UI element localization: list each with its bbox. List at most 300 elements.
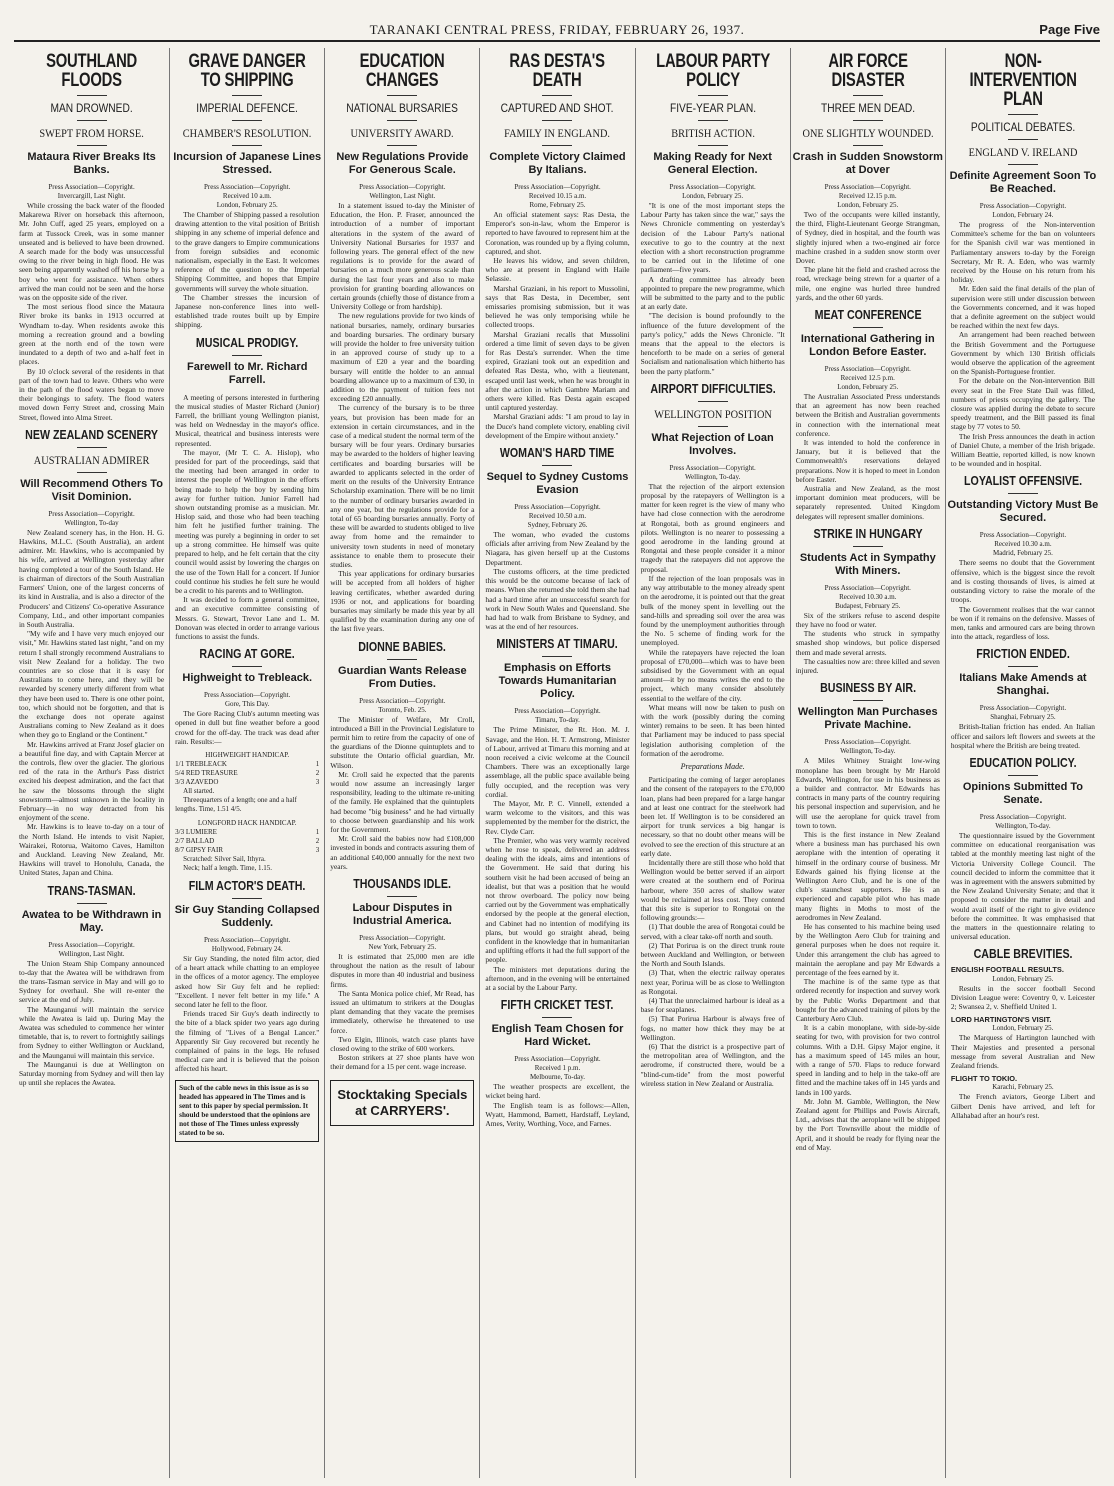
article-paragraph: A drafting committee has already been appointed to prepare the new programme, which will be submitted to the party and to the public at an early date.	[640, 274, 785, 312]
article-dateline: Press Association—Copyright.	[359, 934, 446, 942]
brevity-text: The French aviators, George Libert and Gilbert Denis have arrived, and left for Allahabad after an hour's rest.	[950, 1092, 1095, 1120]
headline-rule	[1008, 775, 1038, 776]
article-subhead: NATIONAL BURSARIES	[346, 101, 459, 115]
article	[173, 51, 322, 330]
article-headline: NEW ZEALAND SCENERY	[25, 426, 158, 442]
article	[947, 473, 1099, 642]
race-place: 1	[315, 827, 320, 836]
headline-rule	[542, 1017, 572, 1018]
headline-rule	[77, 903, 107, 904]
article-paragraph: Mr. Croll said he expected that the parents would now assume an increasingly larger responsibility, leading to the ultimate re-uniting of the family. He explained that the quintuplets had become "big business" and he had virtually to choose between guardianship and his work for the Government.	[330, 769, 475, 834]
article-paragraph: He leaves his widow, and seven children, who are at present in England with Haile Selassie.	[485, 256, 630, 284]
race-note: All started.	[183, 786, 215, 795]
article-paragraph: (2) That Porirua is on the direct trunk route between Auckland and Wellington, or between the North and South Islands.	[640, 940, 785, 969]
article-subhead: ENGLAND V. IRELAND	[968, 145, 1078, 159]
headline-rule	[387, 896, 417, 897]
article-paragraph: Two Elgin, Illinois, watch case plants have closed owing to the strike of 600 workers.	[330, 1034, 475, 1054]
article-headline: AIR FORCE DISASTER	[828, 51, 908, 91]
article-dateline: Wellington, To-day.	[840, 747, 896, 756]
article-subhead: Farewell to Mr. Richard Farrell.	[187, 360, 308, 386]
article-paragraph: The ministers met deputations during the afternoon, and in the evening will be entertained at a social by the Labour Party.	[485, 964, 630, 992]
article	[175, 336, 319, 641]
article-dateline: Press Association—Copyright.	[48, 940, 135, 949]
article-headline: STRIKE IN HUNGARY	[813, 525, 923, 541]
race-title: HIGHWEIGHT HANDICAP.	[205, 750, 290, 759]
article-dateline: Press Association—Copyright.	[669, 183, 756, 191]
article-subhead: Students Act in Sympathy With Miners.	[799, 551, 936, 577]
article-paragraph: The progress of the Non-intervention Committee's scheme for the ban on volunteers for the Spanish civil war was mentioned in Parliamentary answers to-day by the Foreign Secretary, Mr R. A. Eden, who was warmly received by the House on his return from his holiday.	[950, 220, 1095, 285]
article-headline: WOMAN'S HARD TIME	[500, 445, 615, 461]
article	[19, 52, 164, 422]
article-subhead: Emphasis on Efforts Towards Humanitarian Policy.	[498, 662, 617, 701]
article	[641, 382, 785, 1088]
article-paragraph: The questionnaire issued by the Government committee on educational reorganisation was tabled at the monthly meeting last night of the Victoria University College Council. The council decided to inform the committee that it was in agreement with the answers submitted by the New Zealand University Senate; and that it proposed to consider the matter in detail and would avail itself of the right to give evidence before the committee. It was emphasised that the matters in the questionnaire relating to universal education.	[950, 830, 1095, 942]
race-row	[175, 760, 319, 769]
article-headline: THOUSANDS IDLE.	[353, 876, 452, 891]
column-1	[14, 48, 169, 1478]
headline-rule	[542, 656, 572, 657]
article-paragraph: The weather prospects are excellent, the wicket being hard.	[485, 1082, 630, 1101]
headline-rule	[387, 120, 417, 121]
article-paragraph: The woman, who evaded the customs officials after arriving from New Zealand by the Niagara, has given herself up at the Customs Department.	[485, 530, 630, 567]
article-dateline: Press Association—Copyright.	[48, 509, 135, 518]
article-dateline: Sydney, February 26.	[527, 521, 588, 530]
article-paragraph: (4) That the unreclaimed harbour is ideal as a base for seaplanes.	[640, 996, 785, 1015]
article-paragraph: "It is one of the most important steps the Labour Party has taken since the war," says the News Chronicle commenting on yesterday's decision of the Labour Party's national executive to go to the country at the next election with a short reconstruction programme to be carried out in the lifetime of one parliament—five years.	[640, 201, 785, 275]
article-headline: MEAT CONFERENCE	[814, 307, 922, 323]
article-paragraph: The Australian Associated Press understands that an agreement has now been reached between the British and Australian governments in connection with the international meat conference.	[795, 392, 940, 438]
article-paragraph: The Chamber of Shipping passed a resolution drawing attention to the vital position of British shipping in any scheme of imperial defence and to the grave dangers to Empire communications from foreign subsidies and economic nationalism, especially in the East. It welcomes reference of the question to the Imperial Shipping Committee, and hopes that Empire governments will survey the whole situation.	[175, 210, 320, 293]
article-headline: BUSINESS BY AIR.	[819, 680, 916, 696]
article-dateline: Press Association—Copyright.	[824, 183, 911, 191]
article-subhead: ONE SLIGHTLY WOUNDED.	[802, 126, 934, 140]
times-notice: Such of the cable news in this issue as is so headed has appeared in The Times and is sent to this paper by special permission. It should be understood that the opinions are not those of The Times unless expressly stated to be so.	[175, 1080, 319, 1142]
article-paragraph: (5) That Porirua Harbour is always free of fogs, no matter how thick they may be at Wellington.	[640, 1014, 785, 1042]
headline-rule	[77, 447, 107, 448]
race-place: 2	[315, 836, 320, 845]
race-row	[175, 837, 319, 846]
article-paragraph: The Mayor, Mr. P. C. Vinnell, extended a warm welcome to the visitors, and this was supplemented by the member for the district, the Rev. Clyde Carr.	[485, 798, 630, 836]
race-note: Threequarters of a length; one and a half lengths. Time, 1.51 4/5.	[175, 795, 297, 813]
column-2	[169, 48, 324, 1478]
article	[796, 308, 940, 521]
article-subhead: Making Ready for Next General Election.	[653, 151, 772, 176]
headline-rule	[542, 120, 572, 121]
headline-rule	[698, 120, 728, 121]
headline-rule	[232, 898, 262, 899]
article-paragraph: Mr. Eden said the final details of the plan of supervision were still under discussion between the Governments concerned, and it was hoped that a definite agreement on the subject would be reached within the next few days.	[950, 284, 1095, 331]
article-subhead: MAN DROWNED.	[50, 101, 133, 115]
article-paragraph: An arrangement had been reached between the British Government and the Portuguese Government by which 130 British officials would observe the application of the agreement on the Spanish-Portuguese frontier.	[950, 330, 1095, 377]
article-subhead: CHAMBER'S RESOLUTION.	[182, 126, 312, 140]
article	[19, 884, 164, 1088]
race-horse: 2/7 BALLAD	[175, 836, 215, 845]
headline-rule	[698, 95, 728, 96]
article-dateline: Shanghai, February 25.	[990, 713, 1056, 722]
race-row	[175, 846, 319, 855]
article-subhead: SWEPT FROM HORSE.	[39, 126, 144, 140]
article-headline: LOYALIST OFFENSIVE.	[963, 473, 1082, 489]
brevity-text: The Marquess of Hartington launched with Their Majesties and presented a personal message from several Australian and New Zealand friends.	[950, 1033, 1095, 1070]
race-row	[175, 769, 319, 778]
race-note: Scratched: Silver Sail, Ithyra.	[183, 854, 266, 863]
column-3	[324, 48, 479, 1478]
article-dateline: Received 10.15 a.m.	[528, 192, 587, 200]
article-paragraph: (1) That double the area of Rongotai could be served, with a clear take-off north and south.	[640, 922, 785, 941]
article-paragraph: By 10 o'clock several of the residents in that part of the town had to leave. Others who were in the path of the flood waters began to move their belongings to safety. The flood waters moved down Ferry Street and, crossing Main Street, flowed into Alma Street.	[19, 366, 165, 422]
article-dateline: Press Association—Copyright.	[824, 583, 911, 592]
article-dateline: Received 12.5 p.m.	[840, 374, 895, 383]
article	[796, 527, 940, 675]
headline-rule	[1008, 164, 1038, 165]
section-caption: Preparations Made.	[680, 761, 745, 771]
article-subhead: New Regulations Provide For Generous Scale.	[336, 151, 469, 176]
article-paragraph: It is a cabin monoplane, with side-by-side seating for two, with provision for two control columns. With a D.H. Gipsy Major engine, it has a maximum speed of 145 miles an hour, with a range of 570. Flaps to reduce forward speed in landing and to help in the take-off are fitted and the machine takes off in 145 yards and lands in 100 yards.	[795, 1023, 940, 1097]
article-paragraph: The Premier, who was very warmly received when he rose to speak, delivered an address dealing with the ideals, aims and intentions of the Government. He said that during his southern visit he had been accused of being an idealist, but that was a position that he would not throw overboard. The policy now being carried out by the Government was emphatically endorsed by the people at the general election, and Cabinet had no intention of modifying its plans, but would go straight ahead, being confident in the knowledge that in humanitarian and uplifting efforts it had the full support of the people.	[485, 835, 630, 965]
article-subhead: UNIVERSITY AWARD.	[350, 126, 454, 140]
article-dateline: London, February 24.	[992, 211, 1054, 219]
article-paragraph: "My wife and I have very much enjoyed our visit," Mr. Hawkins stated last night, "and on my return I shall strongly recommend Australians to visit New Zealand for a holiday. The two countries are so close that it is easy for Australians to come here, and they will be rewarded by scenery utterly different from what they have been used to. There is one other point, too, which should not be forgotten, and that is the exchange does not operate against Australians coming to New Zealand as it does when they go to England or the Continent."	[19, 629, 165, 740]
article-subhead: Crash in Sudden Snowstorm at Dover	[792, 151, 943, 176]
article-dateline: Received 10.30 a.m.	[839, 592, 897, 601]
article-paragraph: Sir Guy Standing, the noted film actor, died of a heart attack while chatting to an employee in the offices of a motor agency. The employee asked how Sir Guy felt and he replied: "Excellent. I never felt better in my life." A second later he fell to the floor.	[175, 953, 320, 1009]
article-subhead: Opinions Submitted To Senate.	[962, 780, 1083, 806]
article	[330, 640, 474, 871]
race-note: Neck; half a length. Time, 1.15.	[183, 863, 272, 872]
article	[19, 428, 164, 878]
brevity-headline: FLIGHT TO TOKIO.	[950, 1074, 1018, 1084]
race-horse: 8/7 GIPSY FAIR	[175, 845, 223, 854]
article-dateline: Press Association—Copyright.	[979, 812, 1067, 821]
article-paragraph: Marshal Graziani, in his report to Mussolini, says that Ras Desta, in December, sent emissaries promising submission, but it was believed he was only temporising while he collected troops.	[485, 283, 630, 330]
article-paragraph: There seems no doubt that the Government offensive, which is the biggest since the revolt and is costing thousands of lives, is aimed at outstanding victory to raise the morale of the troops.	[950, 558, 1095, 605]
headline-rule	[232, 666, 262, 667]
article-dateline: Press Association—Copyright.	[824, 738, 911, 747]
article-paragraph: The students who struck in sympathy smashed shop windows, but police dispersed them and made several arrests.	[795, 629, 940, 657]
headline-rule	[232, 120, 262, 121]
article-paragraph: The Santa Monica police chief, Mr Read, has issued an ultimatum to strikers at the Douglas plant demanding that they vacate the premises immediately, otherwise he threatened to use force.	[330, 988, 475, 1035]
headline-rule	[698, 401, 728, 402]
article-subhead: Wellington Man Purchases Private Machine.	[797, 706, 938, 732]
article-headline: DIONNE BABIES.	[358, 638, 447, 654]
article-dateline: Press Association—Copyright.	[514, 1055, 601, 1064]
race-horse: 3/3 LUMIERE	[175, 827, 217, 836]
article-paragraph: Six of the strikers refuse to ascend despite they have no food or water.	[795, 610, 940, 630]
article-paragraph: Friends traced Sir Guy's death indirectly to the bite of a black spider two years ago during the filming of "Lives of a Bengal Lancer." Apparently Sir Guy recovered but recently he complained of pains in the legs. He refused medical care and it is believed that the poison affected his heart.	[175, 1009, 320, 1074]
headline-rule	[77, 120, 107, 121]
race-title: LONGFORD HACK HANDICAP.	[197, 818, 297, 827]
brevity-text: Results in the soccer football Second Division League were: Coventry 0, v. Leicester 2; Swansea 2, v. Sheffield United 1.	[950, 983, 1095, 1011]
article-dateline: Received 10 a.m.	[222, 192, 272, 200]
article-paragraph: Mr. Hawkins is to leave to-day on a tour of the North Island. He intends to visit Napier, Wairakei, Rotorua, Waitomo Caves, Hamilton and Auckland. Leaving New Zealand, Mr. Hawkins will travel to Honolulu, Canada, the United States, Japan and China.	[19, 822, 165, 878]
column-6	[790, 48, 945, 1478]
article-dateline: Wellington, Last Night.	[369, 192, 436, 200]
article-paragraph: The Union Steam Ship Company announced to-day that the Awatea will be withdrawn from the trans-Tasman service in May and will go to Sydney for overhaul. She will re-enter the service at the end of July.	[19, 958, 165, 1005]
article-paragraph: The customs officers, at the time predicted this would be the outcome because of lack of means. When she returned she told them she had had a hard time after an unsuccessful search for work in New South Wales and Queensland. She had had to walk from Brisbane to Sydney, and was at the end of her resources.	[485, 566, 630, 632]
headline-rule	[387, 659, 417, 660]
article-paragraph: Boston strikers at 27 shoe plants have won their demand for a 15 per cent. wage increase.	[330, 1053, 475, 1072]
article-subhead: Awatea to be Withdrawn in May.	[21, 908, 162, 934]
article-paragraph: Participating the coming of larger aeroplanes and the consent of the ratepayers to the £70,000 loan, plans had been prepared for a large hangar and at least one contract for the steelwork had been let. If Wellington is to be considered an airport for trunk services a big hangar is necessary, so that no doubt other means will be evolved to see the erection of this structure at an early date.	[640, 775, 785, 858]
article-paragraph: The Gore Racing Club's autumn meeting was opened in dull but fine weather before a good crowd for the off-day. The track was dead after rain. Results:—	[175, 709, 320, 746]
article-paragraph: British-Italian friction has ended. An Italian officer and sailors left flowers and sweets at the hospital where the British are being treated.	[950, 722, 1095, 750]
article-dateline: Press Association—Copyright.	[979, 202, 1067, 210]
article	[951, 647, 1095, 750]
race-horse: 5/4 RED TREASURE	[175, 768, 238, 777]
headline-rule	[232, 95, 262, 96]
race-place: 3	[315, 845, 320, 854]
article-subhead: AUSTRALIAN ADMIRER	[33, 452, 150, 467]
article-headline: LABOUR PARTY POLICY	[655, 51, 770, 91]
article-subhead: Sequel to Sydney Customs Evasion	[486, 471, 629, 497]
headline-rule	[77, 472, 107, 473]
article-subhead: Incursion of Japanese Lines Stressed.	[173, 151, 322, 176]
headline-rule	[1008, 114, 1038, 115]
brevity-headline: ENGLISH FOOTBALL RESULTS.	[950, 965, 1064, 975]
article-paragraph: (3) That, when the electric railway operates next year, Porirua will be as close to Wellington as Rongotai.	[640, 968, 785, 996]
article-paragraph: Australia and New Zealand, as the most important dominion meat producers, will be separately represented. United Kingdom delegates will represent smaller dominions.	[795, 484, 940, 521]
article	[792, 51, 943, 302]
column-5	[635, 48, 790, 1478]
race-place: 2	[315, 768, 320, 777]
article-paragraph: It was decided to form a general committee, and an executive committee consisting of Messrs. G. Stewart, Trevor Lane and L. M. Donovan was elected in order to arrange various functions to assist the funds.	[175, 595, 320, 641]
article-paragraph: He has consented to his machine being used by the Wellington Aero Club for training and general purposes when he does not require it. Under this arrangement the club has agreed to maintain the aeroplane and pay Mr Edwards a percentage of the fees earned by it.	[795, 921, 940, 977]
article-paragraph: The most serious flood since the Mataura River broke its banks in 1913 occurred at Wyndham to-day. When residents awoke this morning a recreation ground and a bowling green at the north end of the town were inundated to a depth of two and a-half feet in places.	[19, 302, 165, 367]
article-paragraph: (6) That the district is a prospective part of the metropolitan area of Wellington, and the aerodrome, if constructed there, would be a "blind-cum-tide" from the most powerful wireless station in New Zealand or Australia.	[640, 1042, 785, 1088]
headline-rule	[698, 145, 728, 146]
article-paragraph: Mr. Croll said the babies now had £108,000 invested in bonds and contracts assuring them of an additional £40,000 annually for the next two years.	[330, 834, 475, 871]
article-paragraph: This is the first instance in New Zealand where a business man has purchased his own aeroplane with the intention of operating it himself in the ordinary course of business. Mr Edwards gained his flying license at the Wellington Aero Club, and he is one of the club's staunchest supporters. He is an experienced and capable pilot who has made many flights in Moths to most of the aerodromes in New Zealand.	[795, 829, 940, 922]
article-dateline: Press Association—Copyright.	[824, 365, 911, 374]
article-dateline: Press Association—Copyright.	[979, 704, 1067, 713]
article-headline: FIFTH CRICKET TEST.	[501, 997, 614, 1013]
article-paragraph: While crossing the back water of the flooded Makarewa River on horseback this afternoon, Mr. John Cuff, aged 25 years, employed on a farm at Tussock Creek, was in some manner unseated and is believed to have been drowned. A search made for the body was unsuccessful owing to the river being in high flood. He was seen being apparently washed off his horse by a boy who went for assistance. When others arrived the man could not be seen and the horse was on the opposite side of the river.	[19, 201, 165, 303]
article	[175, 647, 319, 873]
article-dateline: Press Association—Copyright.	[979, 531, 1067, 540]
headline-rule	[232, 355, 262, 356]
article-dateline: Press Association—Copyright.	[359, 183, 446, 191]
race-place: 1	[315, 759, 320, 768]
article-headline: FRICTION ENDED.	[976, 646, 1070, 662]
article	[485, 998, 629, 1128]
race-result	[175, 819, 319, 873]
brevity-dateline: Karachi, February 25.	[992, 1083, 1054, 1092]
headline-rule	[853, 95, 883, 96]
article-headline: MUSICAL PRODIGY.	[196, 334, 299, 350]
brevity-dateline: London, February 25.	[992, 1024, 1054, 1033]
headline-rule	[387, 145, 417, 146]
article-headline: SOUTHLAND FLOODS	[46, 51, 138, 91]
article-dateline: London, February 25.	[682, 192, 744, 200]
article-paragraph: What means will now be taken to push on with the work (possibly during the coming winter) remains to be seen. It has been hinted that Parliament may be induced to pass special legislation authorising completion of the formation of the aerodrome.	[640, 702, 785, 758]
article-dateline: Press Association—Copyright.	[514, 707, 601, 716]
headline-rule	[542, 95, 572, 96]
article-subhead: Outstanding Victory Must Be Secured.	[947, 499, 1099, 525]
article-paragraph: Marshal Graziani adds: "I am proud to lay in the Duce's hand complete victory, enabling civil development of the Empire without anxiety."	[485, 412, 630, 440]
column-7	[945, 48, 1100, 1478]
article-dateline: Melbourne, To-day.	[529, 1073, 586, 1082]
headline-rule	[853, 327, 883, 328]
headline-rule	[542, 465, 572, 466]
article	[641, 52, 785, 376]
article-paragraph: The plane hit the field and crashed across the road, wreckage being strewn for a quarter of a mile, one engine was hurled three hundred yards, and the other 60 yards.	[795, 265, 940, 302]
article-paragraph: The Government realises that the war cannot be won if it remains on the defensive. Masses of men, tanks and armoured cars are being thrown into the attack, regardless of loss.	[950, 604, 1095, 642]
headline-rule	[77, 145, 107, 146]
article-subhead: BRITISH ACTION.	[670, 126, 755, 140]
article-paragraph: Incidentally there are still those who hold that Wellington would be better served if an airport were created at the southern end of Porirua harbour, where 350 acres of shallow water would be reclaimed at less cost. They contend that this site is superior to Rongotai on the following grounds:—	[640, 857, 785, 923]
headline-rule	[77, 95, 107, 96]
article-subhead: Will Recommend Others To Visit Dominion.	[20, 477, 163, 503]
article-paragraph: A meeting of persons interested in furthering the musical studies of Master Richard (Junior) Farrell, the brilliant young Wellington pianist, was held on Wednesday in the mayor's office. Musical, theatrical and business interests were represented.	[175, 392, 320, 448]
article-dateline: New York, February 25.	[368, 943, 437, 951]
headline-rule	[387, 95, 417, 96]
article-columns	[14, 48, 1100, 1478]
article-subhead: THREE MEN DEAD.	[820, 101, 915, 115]
article	[175, 879, 319, 1142]
race-row	[175, 778, 319, 787]
headline-rule	[1008, 139, 1038, 140]
article-paragraph: The Maunganui will maintain the service while the Awatea is laid up. During May the Awatea was scheduled to commence her winter timetable, that is, to revert to fortnightly sailings from Sydney to either Wellington or Auckland, and the Maunganui will maintain this service.	[19, 1004, 165, 1060]
article-paragraph: This year applications for ordinary bursaries will be accepted from all holders of higher leaving certificates, whether awarded during 1936 or not, and applications for boarding bursaries may similarly be made this year by all qualified by the examination during any one of the last five years.	[330, 569, 475, 634]
article-paragraph: The English team is as follows:—Allen, Wyatt, Hammond, Barnett, Hardstaff, Leyland, Ames, Verity, Worthing, Voce, and Farnes.	[485, 1100, 630, 1129]
race-horse: 3/3 AZAVEDO	[175, 777, 219, 786]
article-paragraph: The Irish Press announces the death in action of Daniel Chute, a member of the Irish brigade. William Beattie, reported killed, is now known to be wounded and in hospital.	[950, 431, 1095, 469]
article-subhead: POLITICAL DEBATES.	[970, 120, 1076, 134]
article-subhead: Sir Guy Standing Collapsed Suddenly.	[174, 903, 320, 929]
article-dateline: Madrid, February 25.	[992, 549, 1053, 558]
article-dateline: Hollywood, February 24.	[211, 944, 283, 953]
article-dateline: Budapest, February 25.	[835, 601, 901, 610]
article-subhead: WELLINGTON POSITION	[653, 406, 772, 421]
article-paragraph: It was intended to hold the conference in January, but it is believed that the Commonwealth's reservations delayed preparations. Now it is hoped to meet in London before Easter.	[795, 438, 940, 484]
article-paragraph: That the rejection of the airport extension proposal by the ratepayers of Wellington is a matter for keen regret is the view of many who have had close connection with the aerodrome at Rongotai, both as ground engineers and pilots. Wellington is no nearer to possessing a good aerodrome in the landing ground at Rongotai and these people consider it a minor tragedy that the ratepayers did not approve the proposal.	[640, 481, 785, 574]
headline-rule	[853, 120, 883, 121]
article-subhead: English Team Chosen for Hard Wicket.	[491, 1023, 624, 1049]
article-dateline: Press Association—Copyright.	[48, 183, 135, 191]
article-subhead: Guardian Wants Release From Duties.	[338, 664, 467, 690]
article-paragraph: The mayor, (Mr T. C. A. Hislop), who presided for part of the proceedings, said that the meeting had been arranged in order to interest the people of Wellington in the efforts being made to help the boy by sending him away for further tuition. Junior Farrell had shown outstanding promise as a musician. Mr. Hislop said, and those who had been teaching him felt he justified further training. The meeting was purely a beginning in order to set up a strong committee. He himself was quite prepared to help, and he felt certain that the city council would assist by lowering the charges on the use of the Town Hall for a concert. If Junior could continue his studies he felt sure he would be a credit to his parents and to Wellington.	[175, 447, 320, 595]
brevity-dateline: London, February 25.	[992, 974, 1054, 983]
article	[330, 52, 474, 634]
article-paragraph: The currency of the bursary is to be three years, but provision has been made for an extension in certain circumstances, and in the case of a medical student the normal term of the bursary will be four years. Ordinary bursaries may be awarded to the holders of higher leaving certificates and boarding bursaries will be awarded to applicants selected in the order of merit on the results of the University Entrance Scholarship examination. There will be no limit to the number of ordinary bursaries awarded in any one year, but the regulations provide for a total of 65 boarding bursaries annually. Forty of these will be awarded to students obliged to live away from home and the remainder to university town students in need of monetary assistance to enable them to prosecute their studies.	[330, 403, 475, 569]
article-dateline: London, February 25.	[837, 383, 899, 392]
article-dateline: Press Association—Copyright.	[669, 463, 756, 472]
article-headline: CABLE BREVITIES.	[973, 946, 1073, 962]
article-paragraph: While the ratepayers have rejected the loan proposal of £70,000—which was to have been subsidised by the Government with an equal amount—it by no means writes the end to the project, which many consider absolutely essential to the welfare of the city.	[640, 647, 785, 703]
article-paragraph: Marshal Graziani recalls that Mussolini ordered a time limit of seven days to be given for Ras Desta's surrender. When the time expired, Graziani took out an expedition and defeated Ras Desta, who, with a lieutenant, escaped until last week, when he was brought in after the action in which Gambre Mariam and others were killed. Ras Desta again escaped until captured yesterday.	[485, 329, 630, 413]
article-dateline: Toronto, Feb. 25.	[378, 705, 427, 714]
article-paragraph: A Miles Whitney Straight low-wing monoplane has been brought by Mr Harold Edwards, Wellington, for use in his business as a builder and contractor. Mr Edwards has contracts in many parts of the country requiring his personal inspection and supervision, and he will use the aeroplane for quick travel from town to town.	[795, 756, 940, 830]
article-headline: AIRPORT DIFFICULTIES.	[649, 380, 776, 396]
article	[485, 52, 629, 440]
article-subhead: CAPTURED AND SHOT.	[501, 101, 614, 115]
article-headline: TRANS-TASMAN.	[47, 882, 136, 898]
article-dateline: Press Association—Copyright.	[204, 183, 291, 191]
article-paragraph: If the rejection of the loan proposals was in any way attributable to the money already spent on the aerodrome, it is pointed out that the great bulk of the money spent in levelling out the sand-hills and spreading soil over the area was found by the unemployment authorities through the No. 5 scheme of finding work for the unemployed.	[640, 573, 785, 648]
article-subhead: FAMILY IN ENGLAND.	[504, 126, 611, 140]
article-dateline: Wellington, Last Night.	[58, 949, 125, 958]
article-subhead: International Gathering in London Before Easter.	[800, 333, 935, 359]
race-row	[175, 828, 319, 837]
article-dateline: Received 1 p.m.	[534, 1064, 581, 1073]
article-dateline: Press Association—Copyright.	[514, 183, 601, 191]
article-subhead: Definite Agreement Soon To Be Reached.	[949, 170, 1097, 195]
article	[951, 52, 1095, 468]
article-subhead: Complete Victory Claimed By Italians.	[489, 151, 626, 176]
headline-rule	[853, 546, 883, 547]
article-headline: RAS DESTA'S DEATH	[509, 51, 606, 91]
article-subhead: Labour Disputes in Industrial America.	[352, 902, 453, 927]
article-subhead: Italians Make Amends at Shanghai.	[959, 672, 1087, 698]
article-dateline: Timaru, To-day.	[535, 716, 580, 725]
article	[951, 947, 1095, 1120]
article-dateline: Invercargill, Last Night.	[57, 192, 126, 200]
article	[485, 637, 629, 992]
article-subhead: Highweight to Trebleack.	[182, 672, 312, 685]
article-dateline: Press Association—Copyright.	[204, 935, 291, 944]
article-subhead: Mataura River Breaks Its Banks.	[27, 151, 156, 176]
article-subhead: FIVE-YEAR PLAN.	[669, 101, 756, 115]
headline-rule	[853, 145, 883, 146]
article-headline: FILM ACTOR'S DEATH.	[188, 877, 306, 893]
page-number: Page Five	[1039, 22, 1100, 37]
article-paragraph: "The decision is bound profoundly to the influence of the future development of the party's policy," adds the News Chronicle. "It means that the appeal to the electors is henceforth to be made on a series of general Socialism and nationalisation which hitherto has been the party platform."	[640, 311, 785, 376]
article-dateline: Received 10.30 a.m.	[994, 540, 1052, 549]
headline-rule	[853, 700, 883, 701]
article-headline: MINISTERS AT TIMARU.	[496, 636, 619, 652]
article-dateline: Wellington, To-day	[64, 518, 119, 527]
article-paragraph: For the debate on the Non-intervention Bill every seat in the Free State Dail was filled, numbers of priests occupying the gallery. The closure was applied during the debate to secure speedy treatment, and the Bill passed its final stage by 77 votes to 50.	[950, 376, 1095, 432]
masthead	[14, 20, 1100, 42]
article-dateline: Press Association—Copyright.	[514, 503, 601, 512]
article-subhead: IMPERIAL DEFENCE.	[196, 101, 299, 115]
article-dateline: Wellington, To-day.	[684, 472, 741, 481]
column-4	[479, 48, 634, 1478]
article-headline: NON-INTERVENTION PLAN	[969, 51, 1077, 110]
article-headline: EDUCATION CHANGES	[359, 51, 445, 91]
headline-rule	[1008, 493, 1038, 494]
article-headline: RACING AT GORE.	[199, 646, 295, 662]
article-paragraph: The Minister of Welfare, Mr Croll, introduced a Bill in the Provincial Legislature to permit him to retire from the capacity of one of the guardians of the Dionne quintuplets and to substitute the Ontario official guardian, Mr. Wilson.	[330, 714, 475, 770]
article-dateline: Rome, February 25.	[529, 201, 586, 209]
article-paragraph: The Prime Minister, the Rt. Hon. M. J. Savage, and the Hon. H. T. Armstrong, Minister of Labour, arrived at Timaru this morning and at noon received a civic welcome at the Council Chambers. There was an exceptionally large assemblage, all the public space available being fully occupied, and the reception was very cordial.	[485, 725, 630, 799]
race-place: 3	[315, 777, 320, 786]
article-dateline: Received 12.15 p.m.	[838, 192, 897, 200]
article-subhead: What Rejection of Loan Involves.	[651, 431, 774, 457]
article-dateline: London, February 25.	[216, 201, 278, 209]
article-dateline: Press Association—Copyright.	[359, 696, 446, 705]
article	[485, 446, 629, 631]
article-dateline: London, February 25.	[837, 201, 899, 209]
article-paragraph: The machine is of the same type as that ordered recently for inspection and survey work by the Public Works Department and that bought for the advanced training of pilots by the Canterbury Aero Club.	[795, 977, 940, 1023]
article	[951, 756, 1095, 941]
article-paragraph: It is estimated that 25,000 men are idle throughout the nation as the result of labour disputes in more than 40 industrial and business firms.	[330, 952, 475, 989]
article-paragraph: An official statement says: Ras Desta, the Emperor's son-in-law, whom the Emperor is reported to have favoured to represent him at the Coronation, was rounded up by a flying column, captured, and shot.	[485, 210, 630, 256]
article-headline: GRAVE DANGER TO SHIPPING	[188, 51, 306, 91]
brevity-headline: LORD HARTINGTON'S VISIT.	[950, 1015, 1052, 1025]
article-dateline: Gore, This Day.	[224, 700, 270, 709]
race-horse: 1/1 TREBLEACK	[175, 759, 227, 768]
article	[796, 681, 940, 1152]
article-headline: EDUCATION POLICY.	[969, 754, 1077, 770]
article-paragraph: The casualties now are: three killed and seven injured.	[795, 656, 940, 676]
article-paragraph: Mr. John M. Gamble, Wellington, the New Zealand agent for Phillips and Powis Aircraft, Ltd., advises that the aeroplane will be shipped by the Port Townsville about the middle of April, and it should be ready for flying near the end of May.	[795, 1096, 940, 1152]
article-paragraph: In a statement issued to-day the Minister of Education, the Hon. P. Fraser, announced the introduction of a number of important alterations in the system of the award of University National Bursaries for 1937 and following years. The general effect of the new regulations is to provide for the award of bursaries on a much more generous scale than during the last four years and also to make provision for granting boarding allowances on certain grounds (chiefly those of distance from a University College or from hardship).	[330, 201, 475, 312]
advertisement: Stocktaking Specials at CARRYERS'.	[330, 1080, 474, 1126]
headline-rule	[1008, 666, 1038, 667]
article-paragraph: The Maunganui is due at Wellington on Saturday morning from Sydney and will then lay up until she replaces the Awatea.	[19, 1059, 165, 1088]
article-paragraph: The Chamber stresses the incursion of Japanese non-conference lines into well-established trade routes built up by Empire shipping.	[175, 292, 320, 330]
